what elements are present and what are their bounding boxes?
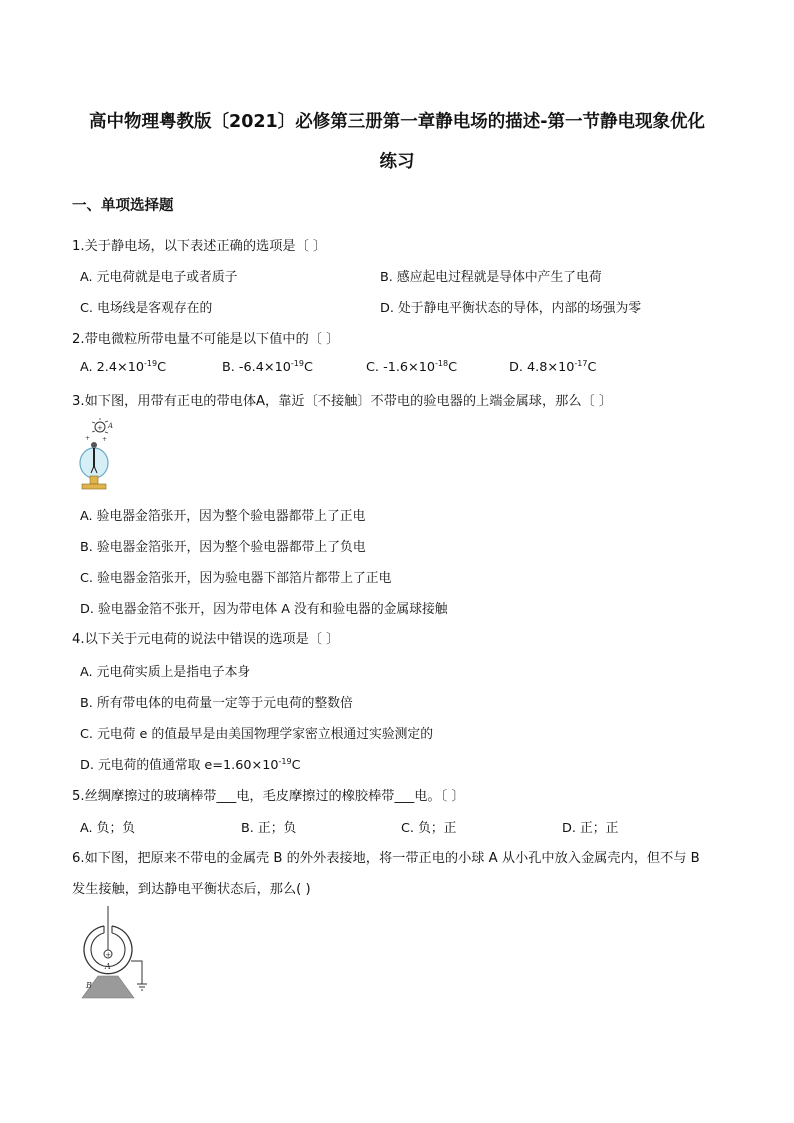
question-2-option-c: C. $-1.6\times 10^{-18}C$ [366,359,458,375]
question-1-option-d: D. 处于静电平衡状态的导体，内部的场强为零 [380,301,642,316]
question-5-option-a: A. 负；负 [80,821,136,836]
document-title-line-2: 练习 [379,152,415,172]
question-1-stem: 1.关于静电场，以下表述正确的选项是〔 〕 [72,239,327,254]
question-1-option-b: B. 感应起电过程就是导体中产生了电荷 [380,270,602,285]
question-1-option-a: A. 元电荷就是电子或者质子 [80,270,238,285]
question-3-stem: 3.如下图，用带有正电的带电体A，靠近〔不接触〕不带电的验电器的上端金属球，那么〔 〕 [72,394,613,409]
question-4-option-b: B. 所有带电体的电荷量一定等于元电荷的整数倍 [80,696,353,711]
question-2-option-b: B. $-6.4\times 10^{-19}C$ [222,359,313,375]
question-4-option-c: C. 元电荷 e 的值最早是由美国物理学家密立根通过实验测定的 [80,727,434,742]
ground-icon [137,984,147,990]
electroscope-metal-ball [91,442,97,448]
ground-wire [131,961,142,984]
question-2-option-d: D. $4.8\times 10^{-17}C$ [509,359,597,375]
figure-label-a: A [105,962,111,971]
electroscope-figure [74,418,134,494]
question-5-option-b: B. 正；负 [241,821,297,836]
question-4-option-d: D. 元电荷的值通常取 $e=1.60\times 10^{-19}C$ [80,757,301,773]
question-4-stem: 4.以下关于元电荷的说法中错误的选项是〔 〕 [72,632,340,647]
question-6-stem-line-1: 6.如下图，把原来不带电的金属壳 B 的外外表接地，将一带正电的小球 A 从小孔中放入金属壳内，但不与 B [72,851,700,866]
question-1-option-c: C. 电场线是客观存在的 [80,301,213,316]
svg-text:+: + [102,436,108,443]
question-3-option-b: B. 验电器金箔张开，因为整个验电器都带上了负电 [80,540,366,555]
question-6-stem-line-2: 发生接触，到达静电平衡状态后，那么( ) [72,882,311,897]
section-title: 一、单项选择题 [72,198,174,214]
question-2-option-a: A. $2.4\times 10^{-19}C$ [80,359,167,375]
question-3-option-d: D. 验电器金箔不张开，因为带电体 A 没有和验电器的金属球接触 [80,602,448,617]
question-3-option-c: C. 验电器金箔张开，因为验电器下部箔片都带上了正电 [80,571,392,586]
question-5-option-c: C. 负；正 [401,821,457,836]
svg-text:+: + [97,424,103,432]
question-3-option-a: A. 验电器金箔张开，因为整个验电器都带上了正电 [80,509,366,524]
svg-text:+: + [105,951,112,959]
figure-label-b: B [86,981,92,990]
document-title-line-1: 高中物理粤教版〔2021〕必修第三册第一章静电场的描述-第一节静电现象优化 [89,112,705,132]
figure-label-a: A [108,422,114,430]
question-4-option-a: A. 元电荷实质上是指电子本身 [80,665,251,680]
question-5-stem: 5.丝绸摩擦过的玻璃棒带___电，毛皮摩擦过的橡胶棒带___电。〔 〕 [72,789,465,804]
charged-body-a [92,418,108,433]
question-5-option-d: D. 正；正 [562,821,619,836]
svg-text:+: + [85,435,91,442]
metal-shell-figure [74,906,164,1004]
question-2-stem: 2.带电微粒所带电量不可能是以下值中的〔 〕 [72,332,340,347]
